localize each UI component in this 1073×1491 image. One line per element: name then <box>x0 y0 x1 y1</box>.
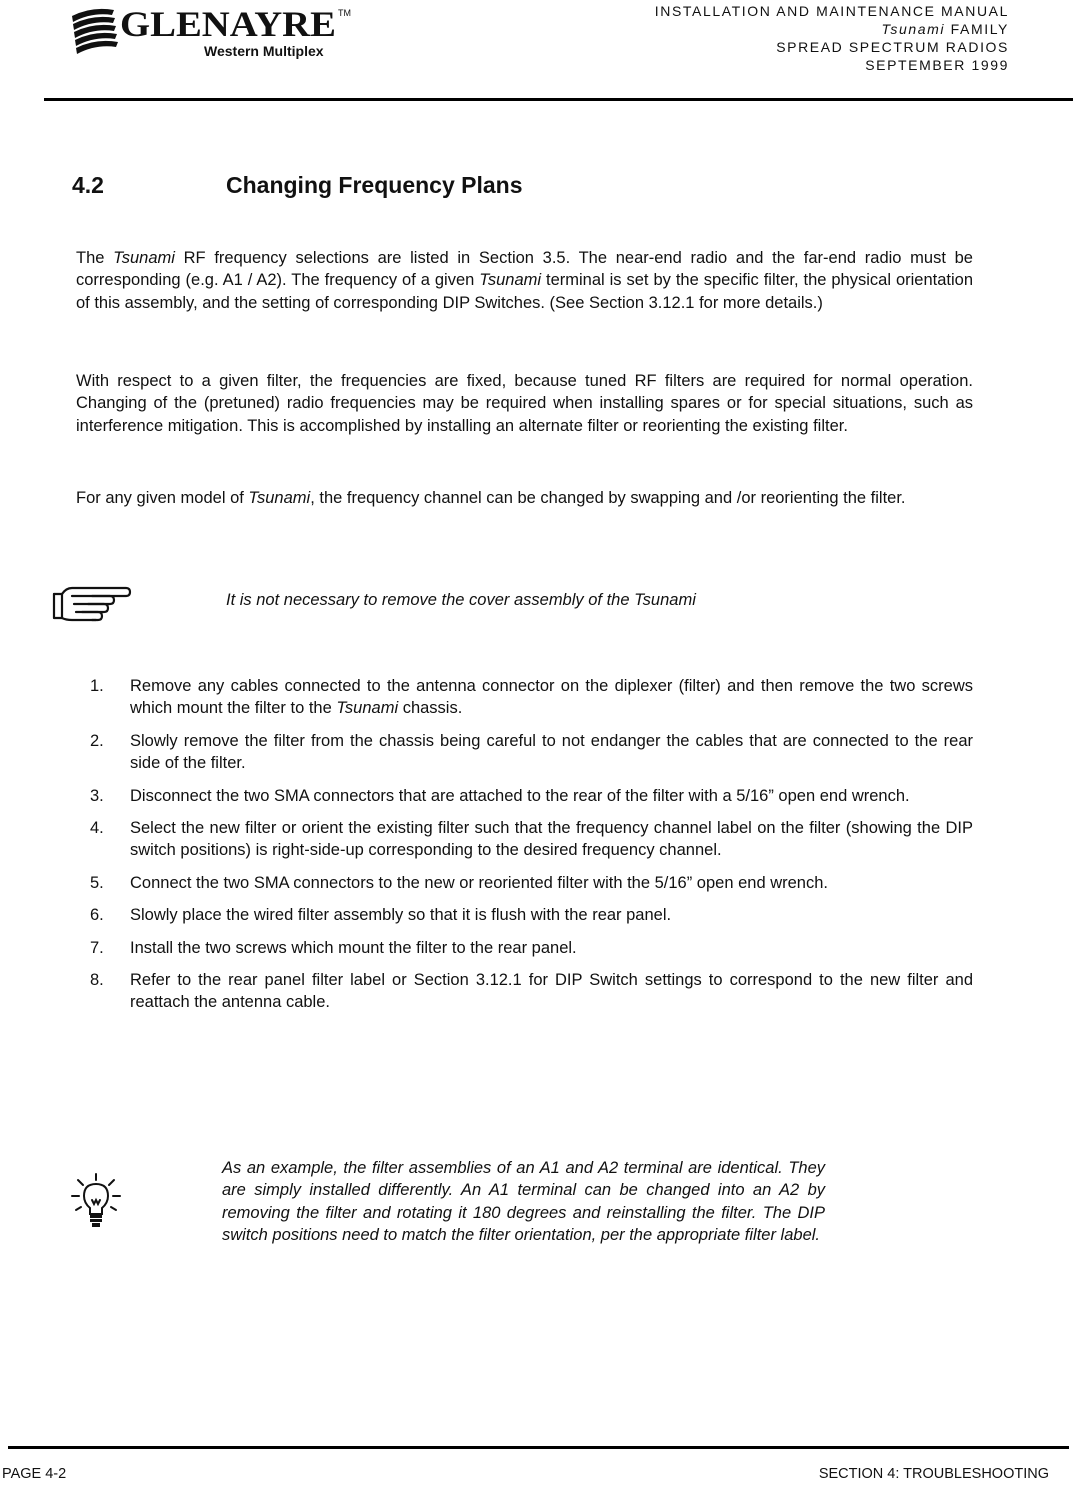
page-number: PAGE 4-2 <box>2 1466 67 1482</box>
footer-section: SECTION 4: TROUBLESHOOTING <box>818 1466 1049 1482</box>
footer-divider <box>8 1446 1069 1449</box>
header-line-manual: INSTALLATION AND MAINTENANCE MANUAL <box>654 3 1009 19</box>
logo-swoosh-icon <box>72 9 118 54</box>
header-family-label: FAMILY <box>950 21 1009 37</box>
step-text: Select the new filter or orient the existing filter such that the frequency channel label on the filter (showing the DIP switch positions) is right-side-up corresponding to the desired frequency channel. <box>130 819 973 860</box>
tip-text: As an example, the filter assemblies of an A1 and A2 terminal are identical. They are simply installed differently. An A1 terminal can be changed into an A2 by removing the filter and rotating it 180 degrees and reinstalling the filter. The DIP switch positions need to match the filter orientation, per the appropriate filter label. <box>222 1159 825 1245</box>
step-text: Install the two screws which mount the filter to the rear panel. <box>130 938 577 957</box>
step-number: 5. <box>90 873 104 892</box>
step-number: 1. <box>90 677 104 695</box>
header-divider <box>44 98 1073 101</box>
header-info <box>655 2 1009 74</box>
step-text: Connect the two SMA connectors to the new or reoriented filter with the 5/16” open end wrench. <box>130 873 828 892</box>
step-text: Disconnect the two SMA connectors that are attached to the rear of the filter with a 5/16” open end wrench. <box>130 786 910 805</box>
list-item <box>90 817 973 862</box>
step-number: 6. <box>90 906 104 925</box>
step-text: Slowly remove the filter from the chassis being careful to not endanger the cables that are connected to the rear side of the filter. <box>130 731 973 773</box>
header-line-product: SPREAD SPECTRUM RADIOS <box>776 39 1009 55</box>
list-item <box>90 904 973 926</box>
paragraph-intro: The Tsunami RF frequency selections are listed in Section 3.5. The near-end radio and the far-end radio must be corresponding (e.g. A1 / A2). The frequency of a given Tsunami terminal is set by the specific filter, the physical orientation of this assembly, and the setting of corresponding DIP Switches. (See Section 3.12.1 for more details.) <box>76 249 973 312</box>
pointing-hand-icon <box>52 582 132 624</box>
step-number: 8. <box>90 971 104 990</box>
list-item <box>90 969 973 1014</box>
step-number: 7. <box>90 938 104 957</box>
header-family-italic: Tsunami <box>881 21 946 37</box>
step-number: 4. <box>90 819 104 838</box>
step-text: Slowly place the wired filter assembly so that it is flush with the rear panel. <box>130 906 672 925</box>
step-number: 3. <box>90 786 104 805</box>
step-text: Refer to the rear panel filter label or Section 3.12.1 for DIP Switch settings to correspond to the new filter and reattach the antenna cable. <box>130 971 973 1012</box>
list-item <box>90 872 973 894</box>
lightbulb-icon <box>70 1172 122 1232</box>
step-number: 2. <box>90 731 104 750</box>
paragraph-filters: With respect to a given filter, the frequencies are fixed, because tuned RF filters are required for normal operation. Changing of the (pretuned) radio frequencies may be required when installing spares or for special situations, such as interference mitigation. This is accomplished by installing an alternate filter or reorienting the existing filter. <box>76 372 973 435</box>
logo-trademark: TM <box>338 8 351 18</box>
glenayre-logo <box>70 2 370 60</box>
logo-graphic <box>70 2 370 60</box>
procedure-steps <box>90 675 973 1024</box>
header-line-date: SEPTEMBER 1999 <box>865 57 1009 73</box>
logo-subtitle: Western Multiplex <box>204 43 324 59</box>
section-title: Changing Frequency Plans <box>226 172 523 198</box>
logo-wordmark: GLENAYRE <box>120 4 336 44</box>
note-text: It is not necessary to remove the cover assembly of the Tsunami <box>226 591 696 609</box>
step-text: Remove any cables connected to the antenna connector on the diplexer (filter) and then remove the two screws which mount the filter to the Tsunami chassis. <box>130 677 973 718</box>
list-item <box>90 937 973 959</box>
list-item <box>90 785 973 807</box>
paragraph-model: For any given model of Tsunami, the frequency channel can be changed by swapping and /or reorienting the filter. <box>76 489 906 507</box>
list-item <box>90 675 973 720</box>
section-number: 4.2 <box>72 172 104 198</box>
header-line-family <box>655 20 1009 38</box>
list-item <box>90 730 973 775</box>
